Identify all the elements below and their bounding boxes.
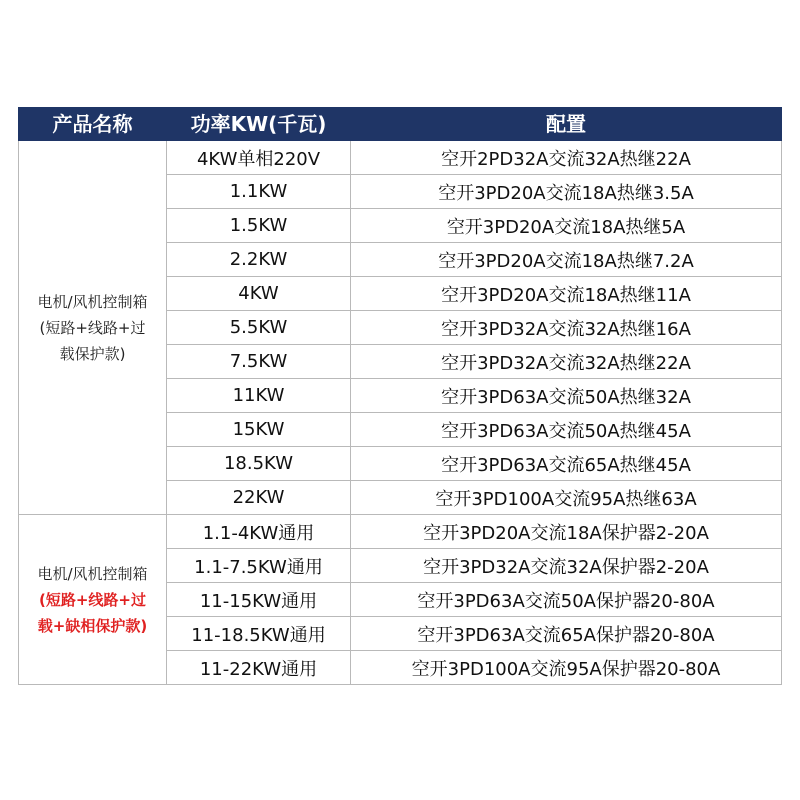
table-row [19, 515, 782, 549]
power-cell: 18.5KW [167, 447, 351, 481]
table-row [19, 141, 782, 175]
spec-table [18, 107, 782, 685]
power-cell: 11KW [167, 379, 351, 413]
group1-name-line2: (短路+线路+过 [39, 318, 146, 337]
config-cell: 空开3PD20A交流18A热继11A [351, 277, 782, 311]
config-cell: 空开3PD32A交流32A热继22A [351, 345, 782, 379]
power-cell: 11-15KW通用 [167, 583, 351, 617]
config-cell: 空开3PD63A交流50A热继32A [351, 379, 782, 413]
power-cell: 5.5KW [167, 311, 351, 345]
power-cell: 1.1-7.5KW通用 [167, 549, 351, 583]
config-cell: 空开3PD63A交流50A热继45A [351, 413, 782, 447]
config-cell: 空开3PD20A交流18A热继3.5A [351, 175, 782, 209]
power-cell: 1.1-4KW通用 [167, 515, 351, 549]
group1-product-name [19, 141, 167, 515]
power-cell: 1.1KW [167, 175, 351, 209]
config-cell: 空开3PD20A交流18A热继5A [351, 209, 782, 243]
group2-product-name [19, 515, 167, 685]
config-cell: 空开3PD20A交流18A热继7.2A [351, 243, 782, 277]
power-cell: 15KW [167, 413, 351, 447]
group1-name-line1: 电机/风机控制箱 [37, 292, 148, 311]
config-cell: 空开3PD100A交流95A热继63A [351, 481, 782, 515]
config-cell: 空开3PD63A交流50A保护器20-80A [351, 583, 782, 617]
power-cell: 1.5KW [167, 209, 351, 243]
power-cell: 7.5KW [167, 345, 351, 379]
power-cell: 4KW单相220V [167, 141, 351, 175]
config-cell: 空开3PD63A交流65A热继45A [351, 447, 782, 481]
header-power: 功率KW(千瓦) [167, 108, 351, 141]
config-cell: 空开3PD100A交流95A保护器20-80A [351, 651, 782, 685]
power-cell: 2.2KW [167, 243, 351, 277]
group2-name-line2: (短路+线路+过 [39, 590, 146, 609]
config-cell: 空开3PD63A交流65A保护器20-80A [351, 617, 782, 651]
config-cell: 空开3PD32A交流32A热继16A [351, 311, 782, 345]
group2-name-line1: 电机/风机控制箱 [37, 564, 148, 583]
group1-name-line3: 载保护款) [59, 344, 126, 363]
power-cell: 11-22KW通用 [167, 651, 351, 685]
header-product-name: 产品名称 [19, 108, 167, 141]
power-cell: 4KW [167, 277, 351, 311]
group2-name-line3: 载+缺相保护款) [37, 616, 148, 635]
power-cell: 11-18.5KW通用 [167, 617, 351, 651]
header-row [19, 108, 782, 141]
power-cell: 22KW [167, 481, 351, 515]
config-cell: 空开2PD32A交流32A热继22A [351, 141, 782, 175]
config-cell: 空开3PD20A交流18A保护器2-20A [351, 515, 782, 549]
header-config: 配置 [351, 108, 782, 141]
config-cell: 空开3PD32A交流32A保护器2-20A [351, 549, 782, 583]
